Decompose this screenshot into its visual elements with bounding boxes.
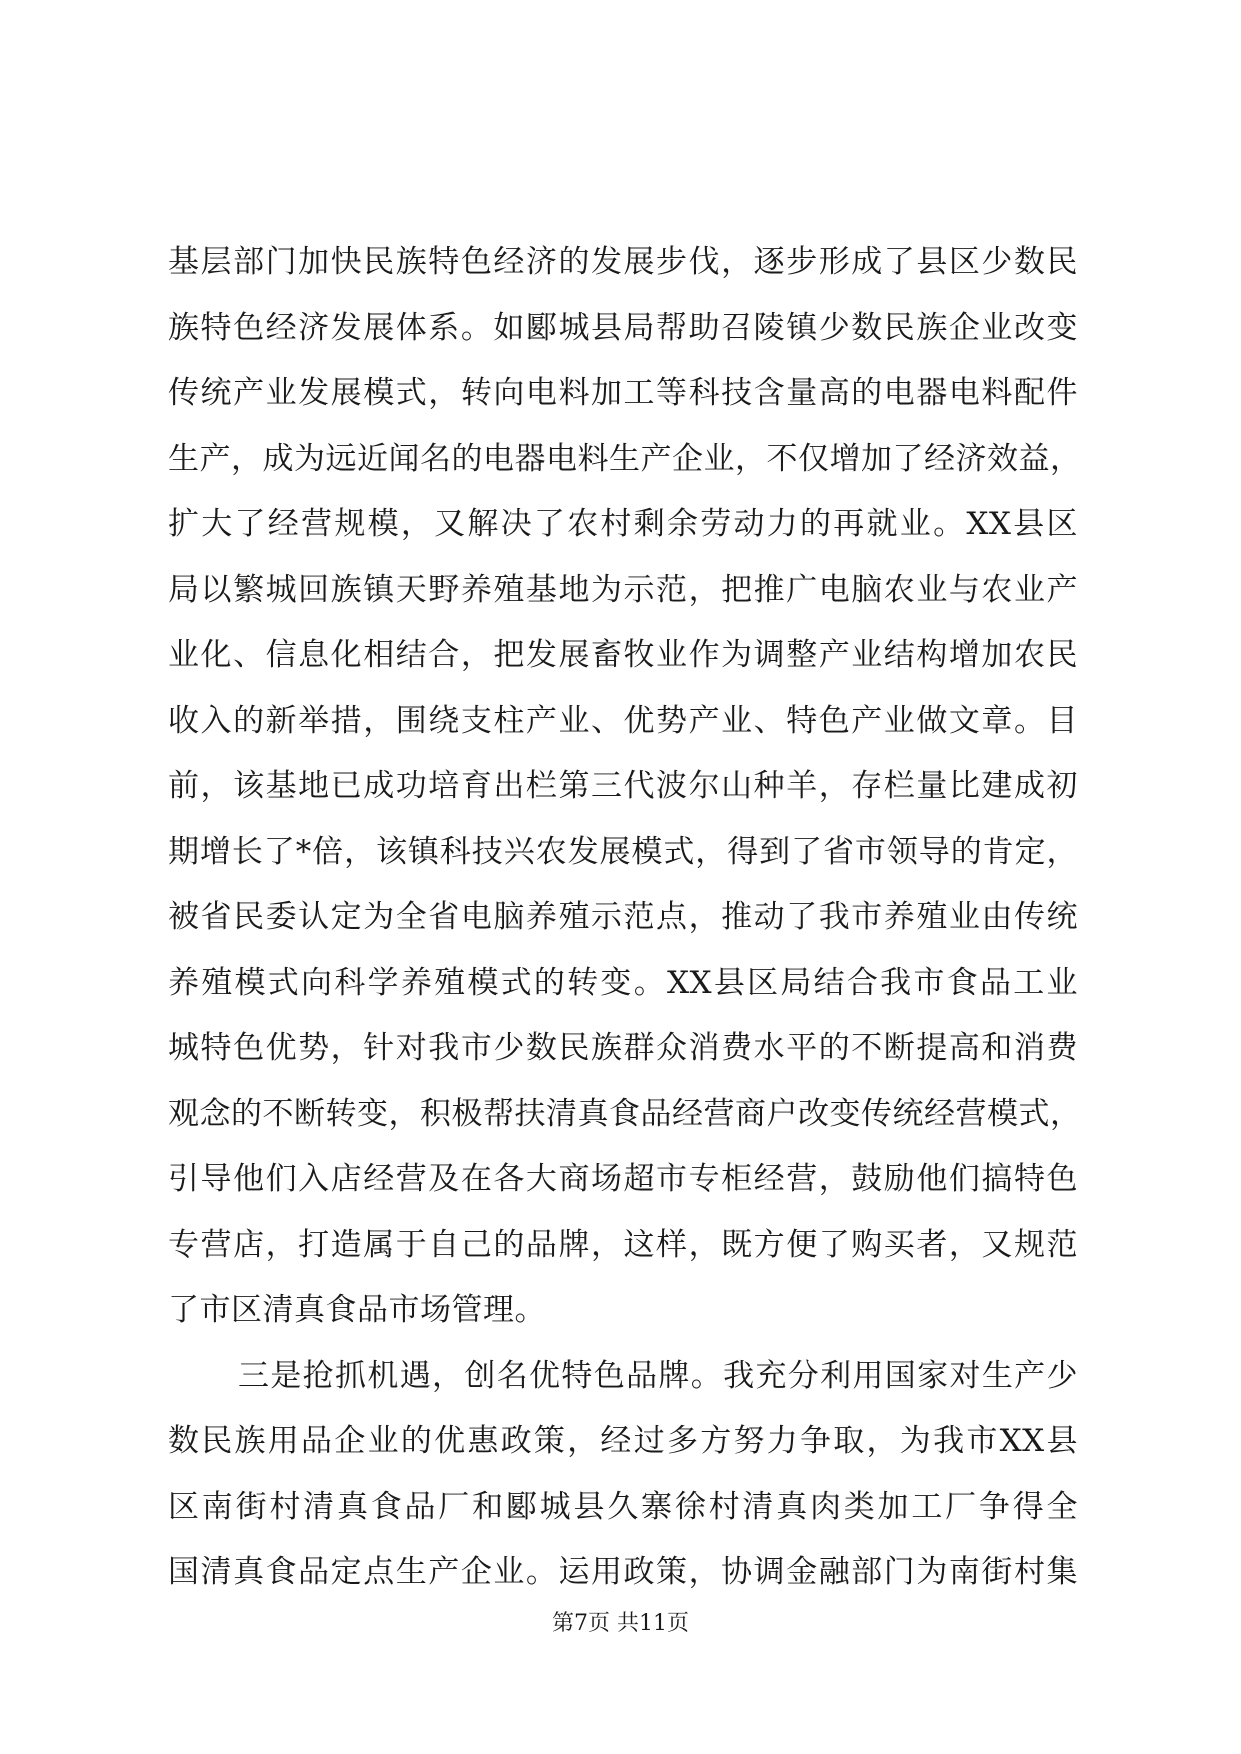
- paragraph-line: 扩大了经营规模，又解决了农村剩余劳动力的再就业。XX县区: [168, 506, 1078, 542]
- paragraph-line: 城特色优势，针对我市少数民族群众消费水平的不断提高和消费: [168, 1030, 1078, 1066]
- paragraph-line: 专营店，打造属于自己的品牌，这样，既方便了购买者，又规范: [168, 1226, 1078, 1263]
- paragraph-line: 区南街村清真食品厂和郾城县久寨徐村清真肉类加工厂争得全: [168, 1488, 1078, 1525]
- paragraph-line: 前，该基地已成功培育出栏第三代波尔山种羊，存栏量比建成初: [168, 768, 1078, 804]
- paragraph-line: 养殖模式向科学养殖模式的转变。XX县区局结合我市食品工业: [168, 964, 1078, 1001]
- paragraph-line: 传统产业发展模式，转向电料加工等科技含量高的电器电料配件: [168, 375, 1078, 411]
- paragraph-line: 族特色经济发展体系。如郾城县局帮助召陵镇少数民族企业改变: [168, 309, 1078, 346]
- paragraph-line: 局以繁城回族镇天野养殖基地为示范，把推广电脑农业与农业产: [168, 571, 1078, 608]
- paragraph-line: 收入的新举措，围绕支柱产业、优势产业、特色产业做文章。目: [168, 702, 1078, 739]
- paragraph-line: 期增长了*倍，该镇科技兴农发展模式，得到了省市领导的肯定，: [168, 833, 1078, 870]
- page-number-footer: 第7页 共11页: [552, 1611, 689, 1636]
- paragraph-line: 三是抢抓机遇，创名优特色品牌。我充分利用国家对生产少: [238, 1357, 1078, 1394]
- document-body: [168, 230, 1082, 1606]
- paragraph-line: 数民族用品企业的优惠政策，经过多方努力争取，为我市XX县: [168, 1423, 1078, 1459]
- paragraph-line: 生产，成为远近闻名的电器电料生产企业，不仅增加了经济效益，: [168, 440, 1082, 477]
- paragraph-line: 基层部门加快民族特色经济的发展步伐，逐步形成了县区少数民: [168, 244, 1078, 280]
- paragraph-line: 引导他们入店经营及在各大商场超市专柜经营，鼓励他们搞特色: [168, 1161, 1078, 1197]
- paragraph-line: 了市区清真食品市场管理。: [168, 1292, 546, 1328]
- paragraph-line: 被省民委认定为全省电脑养殖示范点，推动了我市养殖业由传统: [168, 899, 1078, 935]
- paragraph-line: 观念的不断转变，积极帮扶清真食品经营商户改变传统经营模式，: [168, 1095, 1082, 1132]
- paragraph-line: 国清真食品定点生产企业。运用政策，协调金融部门为南街村集: [168, 1554, 1078, 1590]
- paragraph-line: 业化、信息化相结合，把发展畜牧业作为调整产业结构增加农民: [168, 637, 1078, 673]
